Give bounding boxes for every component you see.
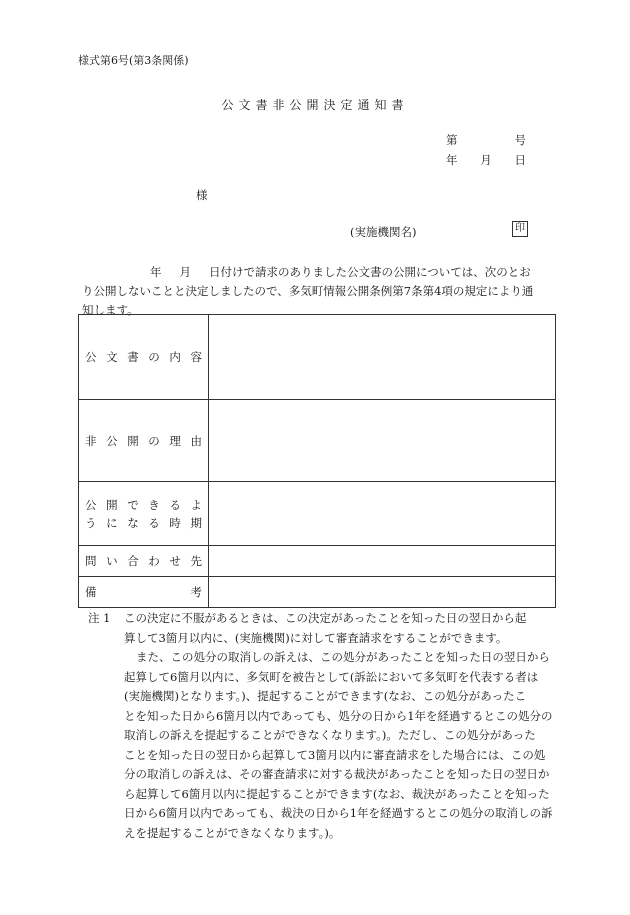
label-contact: 問い合わせ先 — [79, 546, 209, 577]
note-2 — [88, 648, 558, 843]
note-2-line-6: ことを知った日の翌日から起算して3箇月以内に審査請求をした場合には、この処 — [124, 747, 546, 762]
note-2-line-4: とを知った日から6箇月以内であっても、処分の日から1年を経過するとこの処分の — [124, 708, 553, 723]
table-row-remarks — [79, 577, 556, 608]
agency-name: (実施機関名) — [350, 225, 417, 239]
note-2-line-7: 分の取消しの訴えは、その審査請求に対する裁決があったことを知った日の翌日か — [124, 767, 550, 781]
document-date-row — [446, 150, 526, 170]
note-1 — [88, 609, 558, 629]
table-row-timing — [79, 482, 556, 546]
note-2-line-8: ら起算して6箇月以内に提起することができます(なお、裁決があったことを知った — [124, 786, 550, 801]
decision-table — [78, 314, 556, 608]
body-line-1: 日付けで請求のありました公文書の公開については、次のとお — [209, 265, 531, 279]
value-nondisclosure-reason[interactable] — [209, 400, 556, 482]
number-prefix: 第 — [446, 133, 458, 147]
body-month: 月 — [179, 265, 191, 279]
value-disclosure-timing[interactable] — [209, 482, 556, 546]
addressee-suffix: 様 — [196, 188, 208, 202]
value-contact[interactable] — [209, 546, 556, 577]
note-2-line-3: (実施機関)となります。)、提起することができます(なお、この処分があったこ — [124, 689, 527, 703]
number-suffix: 号 — [514, 133, 526, 147]
note-2-line-5: 取消しの訴えを提起することができなくなります。)。ただし、この処分があった — [124, 728, 536, 742]
label-nondisclosure-reason: 非公開の理由 — [79, 400, 209, 482]
form-label: 様式第6号(第3条関係) — [78, 54, 189, 67]
label-document-content: 公文書の内容 — [79, 315, 209, 400]
notice-line-2: り公開しないことと決定しましたので、多気町情報公開条例第7条第4項の規定により通 — [82, 284, 534, 298]
note-1-line-2: 算して3箇月以内に、(実施機関)に対して審査請求をすることができます。 — [124, 630, 508, 645]
note-2-line-1: また、この処分の取消しの訴えは、この処分があったことを知った日の翌日から — [136, 650, 550, 664]
table-row-reason — [79, 400, 556, 482]
label-disclosure-timing: 公開できるよ うになる時期 — [79, 482, 209, 546]
note-2-line-10: えを提起することができなくなります。)。 — [124, 825, 341, 840]
value-document-content[interactable] — [209, 315, 556, 400]
date-year: 年 — [446, 153, 458, 167]
note-2-line-9: 日から6箇月以内であっても、裁決の日から1年を経過するとこの処分の取消しの訴 — [124, 806, 553, 820]
document-number-block — [446, 130, 526, 170]
seal-mark: 印 — [512, 221, 528, 237]
notice-line-1 — [82, 263, 547, 282]
notice-body — [82, 263, 547, 320]
label-remarks: 備考 — [79, 577, 209, 608]
note-1-line-1: この決定に不服があるときは、この決定があったことを知った日の翌日から起 — [124, 611, 527, 625]
body-year: 年 — [150, 265, 162, 279]
notes-section — [88, 609, 558, 843]
document-number-row — [446, 130, 526, 150]
date-month: 月 — [480, 153, 492, 167]
date-day: 日 — [514, 153, 526, 167]
value-remarks[interactable] — [209, 577, 556, 608]
notice-line-3: 知します。 — [82, 303, 139, 317]
document-title: 公文書非公開決定通知書 — [221, 98, 409, 112]
table-row-content — [79, 315, 556, 400]
note-marker: 注 1 — [88, 611, 111, 625]
note-2-line-2: 起算して6箇月以内に、多気町を被告として(訴訟において多気町を代表する者は — [124, 669, 539, 684]
table-row-contact — [79, 546, 556, 577]
